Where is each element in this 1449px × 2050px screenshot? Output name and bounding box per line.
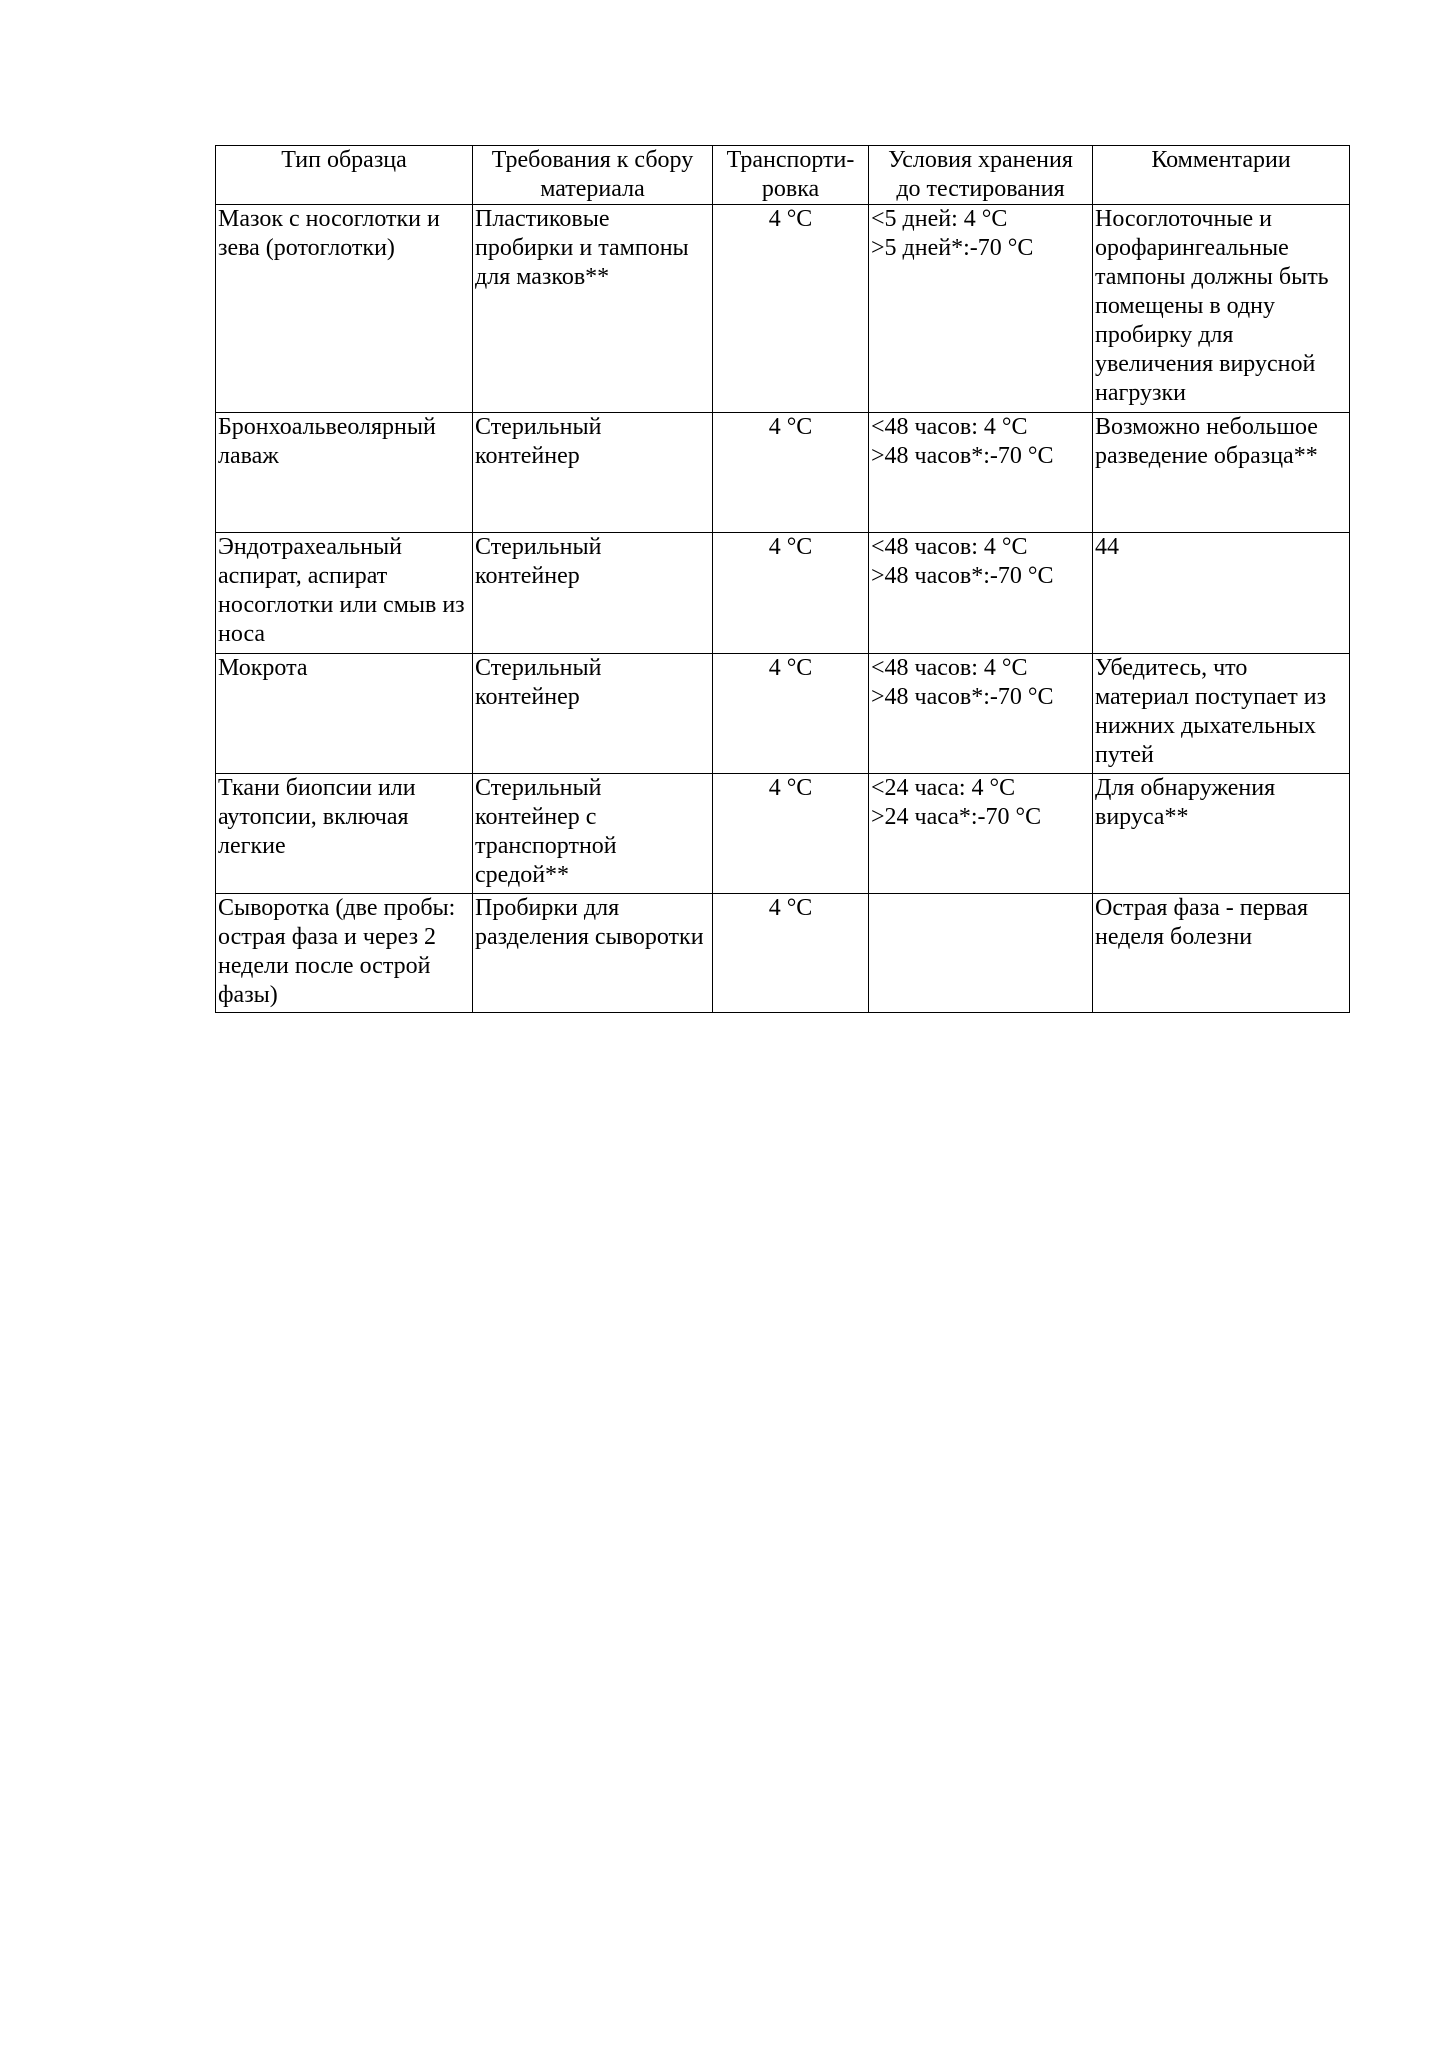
cell-collection: Стерильный контейнер с транспортной средой** [473,774,713,894]
cell-specimen: Ткани биопсии или аутопсии, включая легкие [216,774,473,894]
table-row [216,533,1350,654]
cell-transport: 4 °C [713,205,869,413]
cell-comment: Возможно небольшое разведение образца** [1093,413,1350,533]
cell-comment: 44 [1093,533,1350,654]
cell-storage [869,774,1093,894]
cell-transport: 4 °C [713,774,869,894]
cell-collection: Пластиковые пробирки и тампоны для мазков** [473,205,713,413]
storage-line: <48 часов: 4 °C [871,655,1028,681]
storage-line: <24 часа: 4 °C [871,775,1016,801]
header-specimen-type: Тип образца [216,146,473,205]
cell-comment: Носоглоточные и орофарингеальные тампоны должны быть помещены в одну пробирку для увеличения вирусной нагрузки [1093,205,1350,413]
header-transport: Транспорти- ровка [713,146,869,205]
cell-comment: Для обнаружения вируса** [1093,774,1350,894]
cell-collection: Стерильный контейнер [473,654,713,774]
storage-line: >24 часа*:-70 °C [871,804,1042,830]
cell-comment: Острая фаза - первая неделя болезни [1093,894,1350,1013]
cell-specimen: Эндотрахеальный аспират, аспират носоглотки или смыв из носа [216,533,473,654]
cell-storage [869,413,1093,533]
storage-line: >48 часов*:-70 °C [871,684,1054,710]
cell-transport: 4 °C [713,533,869,654]
table-row [216,654,1350,774]
cell-specimen: Мазок с носоглотки и зева (ротоглотки) [216,205,473,413]
cell-specimen: Мокрота [216,654,473,774]
cell-transport: 4 °C [713,413,869,533]
table-row [216,774,1350,894]
table-row [216,413,1350,533]
storage-line: <48 часов: 4 °C [871,414,1028,440]
storage-line: >48 часов*:-70 °C [871,563,1054,589]
cell-specimen: Сыворотка (две пробы: острая фаза и через 2 недели после острой фазы) [216,894,473,1013]
cell-specimen: Бронхоальвеолярный лаваж [216,413,473,533]
cell-collection: Стерильный контейнер [473,533,713,654]
cell-storage [869,533,1093,654]
cell-comment: Убедитесь, что материал поступает из нижних дыхательных путей [1093,654,1350,774]
specimen-table [215,145,1350,1013]
storage-line: <48 часов: 4 °C [871,534,1028,560]
header-comments: Комментарии [1093,146,1350,205]
cell-transport: 4 °C [713,894,869,1013]
storage-line: <5 дней: 4 °C [871,206,1008,232]
cell-collection: Пробирки для разделения сыворотки [473,894,713,1013]
cell-storage [869,894,1093,1013]
table-row [216,205,1350,413]
cell-storage [869,654,1093,774]
table-header-row [216,146,1350,205]
storage-line: >5 дней*:-70 °C [871,235,1034,261]
cell-storage [869,205,1093,413]
cell-transport: 4 °C [713,654,869,774]
header-storage-conditions: Условия хранения до тестирования [869,146,1093,205]
header-collection-requirements: Требования к сбору материала [473,146,713,205]
storage-line: >48 часов*:-70 °C [871,443,1054,469]
table-row [216,894,1350,1013]
cell-collection: Стерильный контейнер [473,413,713,533]
